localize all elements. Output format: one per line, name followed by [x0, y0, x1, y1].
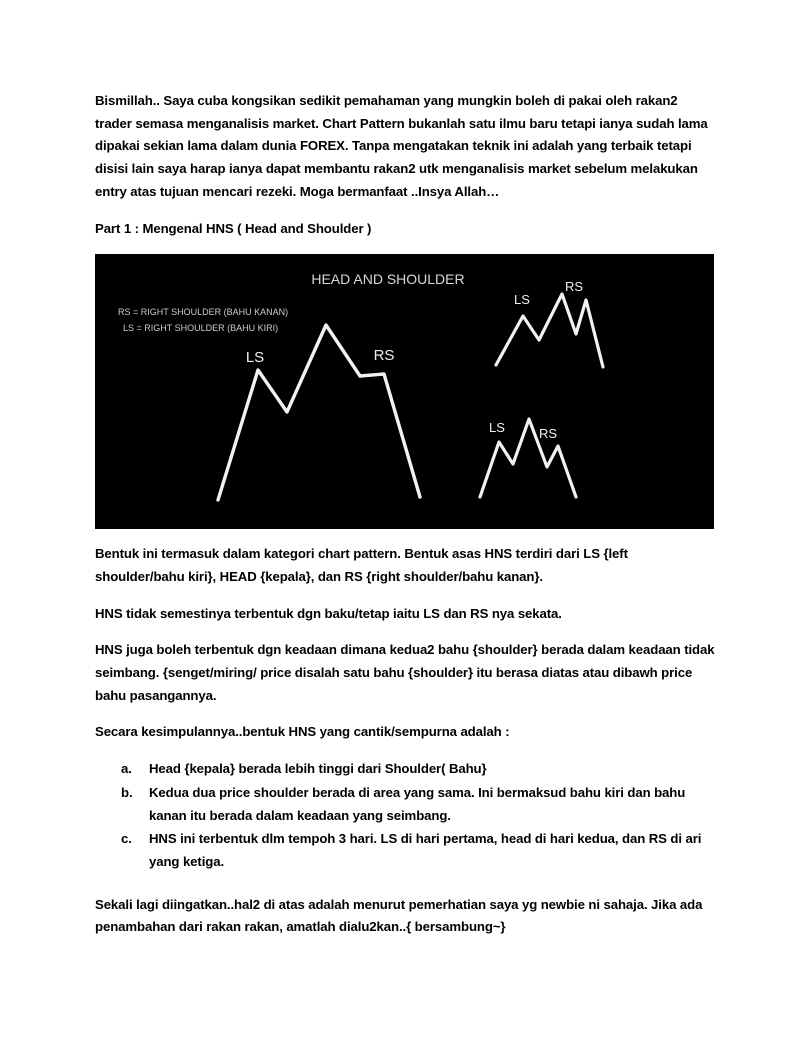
part-heading: Part 1 : Mengenal HNS ( Head and Shoulder ) [95, 220, 372, 236]
intro-paragraph: Bismillah.. Saya cuba kongsikan sedikit pemahaman yang mungkin boleh di pakai oleh rakan2 trader semasa menganalisis market. Chart Pattern bukanlah satu ilmu baru tetapi ianya sudah lama dipakai sekian lama dalam dunia FOREX. Tanpa mengatakan teknik ini adalah yang terbaik tetapi disisi lain saya harap ianya dapat membantu rakan2 utk menganalisis market sebelum melakukan entry atas tujuan mencari rezeki. Moga bermanfaat ..Insya Allah… [95, 93, 708, 199]
bottom-right-label-ls: LS [489, 420, 505, 436]
document-body [95, 90, 715, 953]
head-and-shoulder-figure [95, 254, 714, 529]
figure-canvas [95, 254, 714, 529]
top-right-label-rs: RS [564, 279, 584, 295]
figure-background [95, 254, 714, 529]
list-item: HNS ini terbentuk dlm tempoh 3 hari. LS di hari pertama, head di hari kedua, dan RS di ari yang ketiga. [149, 831, 702, 869]
conclusion-intro: Secara kesimpulannya..bentuk HNS yang cantik/sempurna adalah : [95, 724, 510, 740]
main-label-rs: RS [373, 347, 395, 365]
criteria-list [95, 758, 715, 874]
list-item: Kedua dua price shoulder berada di area yang sama. Ini bermaksud bahu kiri dan bahu kanan itu berada dalam keadaan yang seimbang. [149, 784, 686, 823]
paragraph-after-figure: Bentuk ini termasuk dalam kategori chart pattern. Bentuk asas HNS terdiri dari LS {left shoulder/bahu kiri}, HEAD {kepala}, dan RS {right shoulder/bahu kanan}. [95, 546, 628, 584]
list-item: Head {kepala} berada lebih tinggi dari Shoulder( Bahu} [149, 761, 487, 777]
closing-paragraph: Sekali lagi diingatkan..hal2 di atas adalah menurut pemerhatian saya yg newbie ni sahaja. Jika ada penambahan dari rakan rakan, amatlah dialu2kan..{ bersambung~} [95, 896, 703, 935]
figure-legend-rs: RS = RIGHT SHOULDER (BAHU KANAN) [118, 307, 289, 318]
bottom-right-label-rs: RS [538, 426, 558, 442]
top-right-label-ls: LS [514, 292, 530, 308]
paragraph-unbalanced: HNS juga boleh terbentuk dgn keadaan dimana kedua2 bahu {shoulder} berada dalam keadaan tidak seimbang. {senget/miring/ price disalah satu bahu {shoulder} itu berasa diatas atau dibawh price bahu pasangannya. [95, 642, 715, 703]
main-label-ls: LS [245, 349, 265, 367]
paragraph-not-standard: HNS tidak semestinya terbentuk dgn baku/tetap iaitu LS dan RS nya sekata. [95, 605, 562, 621]
figure-title: HEAD AND SHOULDER [311, 271, 465, 288]
figure-legend-ls: LS = RIGHT SHOULDER (BAHU KIRI) [123, 323, 279, 334]
